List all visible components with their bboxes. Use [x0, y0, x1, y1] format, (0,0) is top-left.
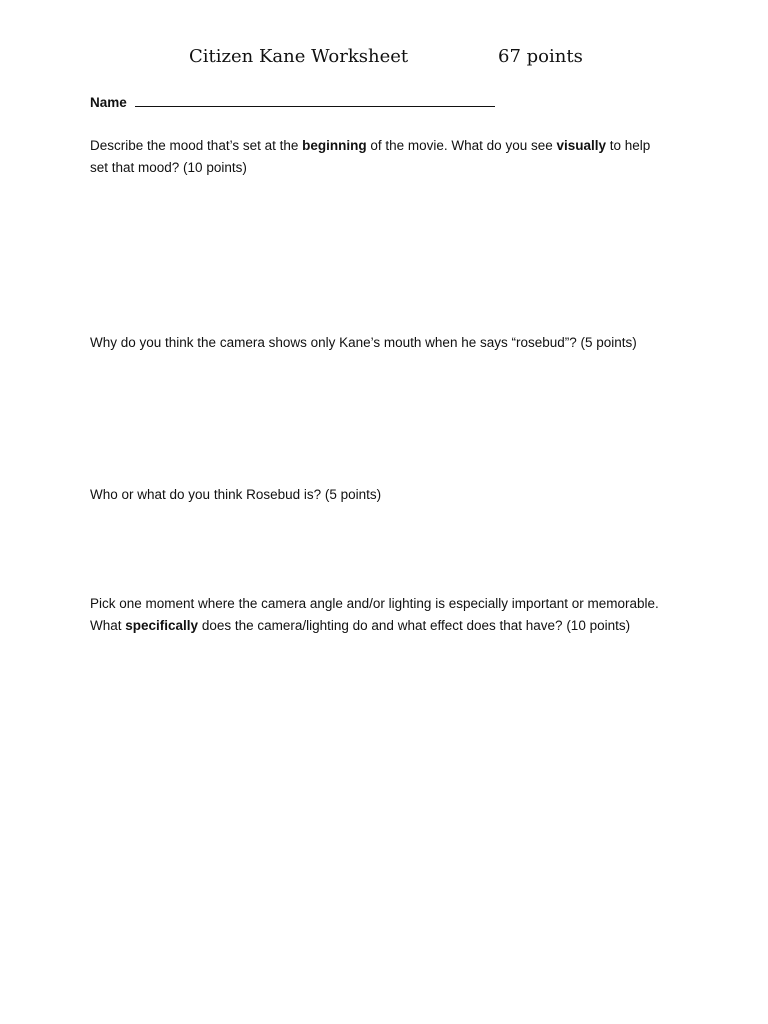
question-4-line-2: What specifically does the camera/lighting do and what effect does that have? (10 points) [90, 618, 631, 633]
name-label: Name [90, 95, 127, 110]
question-3 [90, 484, 690, 506]
question-4-line-1: Pick one moment where the camera angle and/or lighting is especially important or memorable. [90, 596, 659, 611]
emphasis-beginning: beginning [302, 138, 367, 153]
question-3-text: Who or what do you think Rosebud is? (5 points) [90, 487, 382, 502]
total-points: 67 points [498, 46, 583, 67]
question-2-text: Why do you think the camera shows only Kane’s mouth when he says “rosebud”? (5 points) [90, 335, 637, 350]
question-4 [90, 593, 690, 637]
worksheet-title: Citizen Kane Worksheet [189, 46, 409, 67]
question-1-line-1: Describe the mood that’s set at the beginning of the movie. What do you see visually to help [90, 138, 651, 153]
header [0, 46, 768, 74]
emphasis-specifically: specifically [125, 618, 199, 633]
emphasis-visually: visually [556, 138, 607, 153]
name-blank-line [135, 92, 495, 107]
question-2 [90, 332, 690, 354]
question-1-line-2: set that mood? (10 points) [90, 160, 247, 175]
name-field [90, 92, 495, 114]
question-1 [90, 135, 690, 179]
